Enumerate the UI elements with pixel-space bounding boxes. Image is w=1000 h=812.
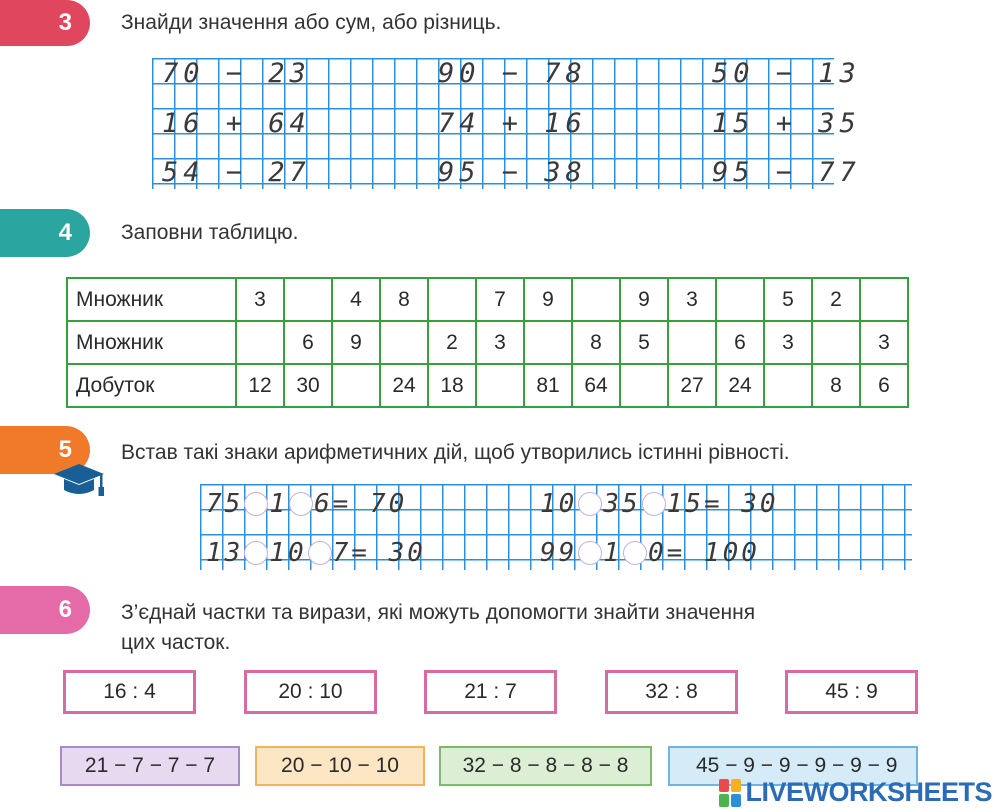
table-row <box>67 321 908 364</box>
multiplication-table <box>66 277 909 408</box>
table-cell: 9 <box>332 321 380 364</box>
operator-slot[interactable] <box>244 541 268 565</box>
table-cell: 5 <box>764 278 812 321</box>
table-cell: 3 <box>668 278 716 321</box>
expression-card[interactable]: 45 − 9 − 9 − 9 − 9 − 9 <box>668 746 918 786</box>
table-cell: 12 <box>236 364 284 407</box>
task-3-instruction: Знайди значення або сум, або різниць. <box>121 11 502 34</box>
operator-slot[interactable] <box>289 492 313 516</box>
expression-card[interactable]: 21 − 7 − 7 − 7 <box>60 746 240 786</box>
task-4-instruction: Заповни таблицю. <box>121 221 299 244</box>
table-cell: 2 <box>812 278 860 321</box>
expression-card[interactable]: 20 − 10 − 10 <box>255 746 425 786</box>
operator-slot[interactable] <box>308 541 332 565</box>
table-cell: 3 <box>236 278 284 321</box>
quotient-card[interactable]: 45 : 9 <box>785 670 918 714</box>
expression-card[interactable]: 32 − 8 − 8 − 8 − 8 <box>439 746 652 786</box>
quotient-card[interactable]: 21 : 7 <box>424 670 557 714</box>
equation-number: 10 <box>269 538 307 568</box>
table-cell: 8 <box>812 364 860 407</box>
table-row <box>67 364 908 407</box>
equation-number: 10 <box>540 489 578 519</box>
table-cell: 7 <box>476 278 524 321</box>
equation-result: = 30 <box>703 489 779 519</box>
table-cell: 5 <box>620 321 668 364</box>
logo-mark <box>719 779 741 807</box>
operator-slot[interactable] <box>244 492 268 516</box>
table-cell: 6 <box>860 364 908 407</box>
equation-result: = 100 <box>666 538 760 568</box>
table-cell-input[interactable] <box>284 278 332 321</box>
table-cell: 8 <box>380 278 428 321</box>
table-cell: 64 <box>572 364 620 407</box>
equation-number: 75 <box>206 489 244 519</box>
equation-row <box>206 489 407 519</box>
table-cell: 3 <box>764 321 812 364</box>
table-cell: 9 <box>524 278 572 321</box>
task-3-expression: 54 − 27 <box>162 157 311 188</box>
table-cell: 6 <box>284 321 332 364</box>
equation-number: 1 <box>269 489 288 519</box>
task-3-expression: 15 + 35 <box>712 108 861 139</box>
operator-slot[interactable] <box>578 541 602 565</box>
table-cell-input[interactable] <box>476 364 524 407</box>
equation-number: 13 <box>206 538 244 568</box>
equation-result: = 30 <box>351 538 426 568</box>
task-3-expression: 16 + 64 <box>162 108 311 139</box>
table-cell-input[interactable] <box>620 364 668 407</box>
quotient-card[interactable]: 32 : 8 <box>605 670 738 714</box>
equation-result: = 70 <box>332 489 408 519</box>
table-cell: 9 <box>620 278 668 321</box>
row-header: Множник <box>67 321 236 364</box>
task-6-instruction <box>121 598 921 658</box>
table-cell-input[interactable] <box>764 364 812 407</box>
equation-number: 99 <box>540 538 578 568</box>
table-cell: 24 <box>716 364 764 407</box>
liveworksheets-logo: LIVEWORKSHEETS <box>719 777 992 808</box>
equation-number: 6 <box>313 489 333 519</box>
table-cell: 3 <box>476 321 524 364</box>
table-cell: 6 <box>716 321 764 364</box>
table-cell-input[interactable] <box>860 278 908 321</box>
operator-slot[interactable] <box>642 492 666 516</box>
task-5-instruction: Встав такі знаки арифметичних дій, щоб утворились істинні рівності. <box>121 441 790 464</box>
table-cell: 4 <box>332 278 380 321</box>
row-header: Добуток <box>67 364 236 407</box>
task-6-badge: 6 <box>0 586 90 634</box>
task-3-expression: 70 − 23 <box>162 58 311 89</box>
table-cell-input[interactable] <box>668 321 716 364</box>
table-cell: 27 <box>668 364 716 407</box>
quotient-card[interactable]: 20 : 10 <box>244 670 377 714</box>
graduation-cap-icon <box>52 462 106 505</box>
equation-row <box>540 538 760 568</box>
task-5-badge: 5 <box>0 426 90 474</box>
table-cell-input[interactable] <box>524 321 572 364</box>
table-cell: 18 <box>428 364 476 407</box>
instruction-line: З’єднай частки та вирази, які можуть допомогти знайти значення <box>121 601 756 624</box>
table-cell-input[interactable] <box>572 278 620 321</box>
table-cell: 24 <box>380 364 428 407</box>
equation-row <box>540 489 779 519</box>
task-3-expression: 90 − 78 <box>438 58 587 89</box>
equation-row <box>206 538 426 568</box>
equation-number: 7 <box>332 538 352 568</box>
instruction-line: цих часток. <box>121 631 231 654</box>
table-cell: 2 <box>428 321 476 364</box>
table-cell-input[interactable] <box>716 278 764 321</box>
table-cell: 81 <box>524 364 572 407</box>
table-cell-input[interactable] <box>812 321 860 364</box>
table-cell: 3 <box>860 321 908 364</box>
equation-number: 15 <box>666 489 704 519</box>
quotient-card[interactable]: 16 : 4 <box>63 670 196 714</box>
equation-number: 0 <box>647 538 667 568</box>
table-cell-input[interactable] <box>236 321 284 364</box>
task-4-badge: 4 <box>0 209 90 257</box>
task-3-expression: 95 − 77 <box>712 157 861 188</box>
task-3-expression: 74 + 16 <box>438 108 587 139</box>
equation-number: 35 <box>603 489 641 519</box>
table-cell-input[interactable] <box>380 321 428 364</box>
task-3-expression: 50 − 13 <box>712 58 861 89</box>
task-3-badge: 3 <box>0 0 90 46</box>
operator-slot[interactable] <box>623 541 647 565</box>
table-cell: 30 <box>284 364 332 407</box>
operator-slot[interactable] <box>578 492 602 516</box>
table-cell-input[interactable] <box>332 364 380 407</box>
table-cell-input[interactable] <box>428 278 476 321</box>
equation-number: 1 <box>603 538 622 568</box>
task-3-expression: 95 − 38 <box>438 157 587 188</box>
table-cell: 8 <box>572 321 620 364</box>
row-header: Множник <box>67 278 236 321</box>
table-row <box>67 278 908 321</box>
